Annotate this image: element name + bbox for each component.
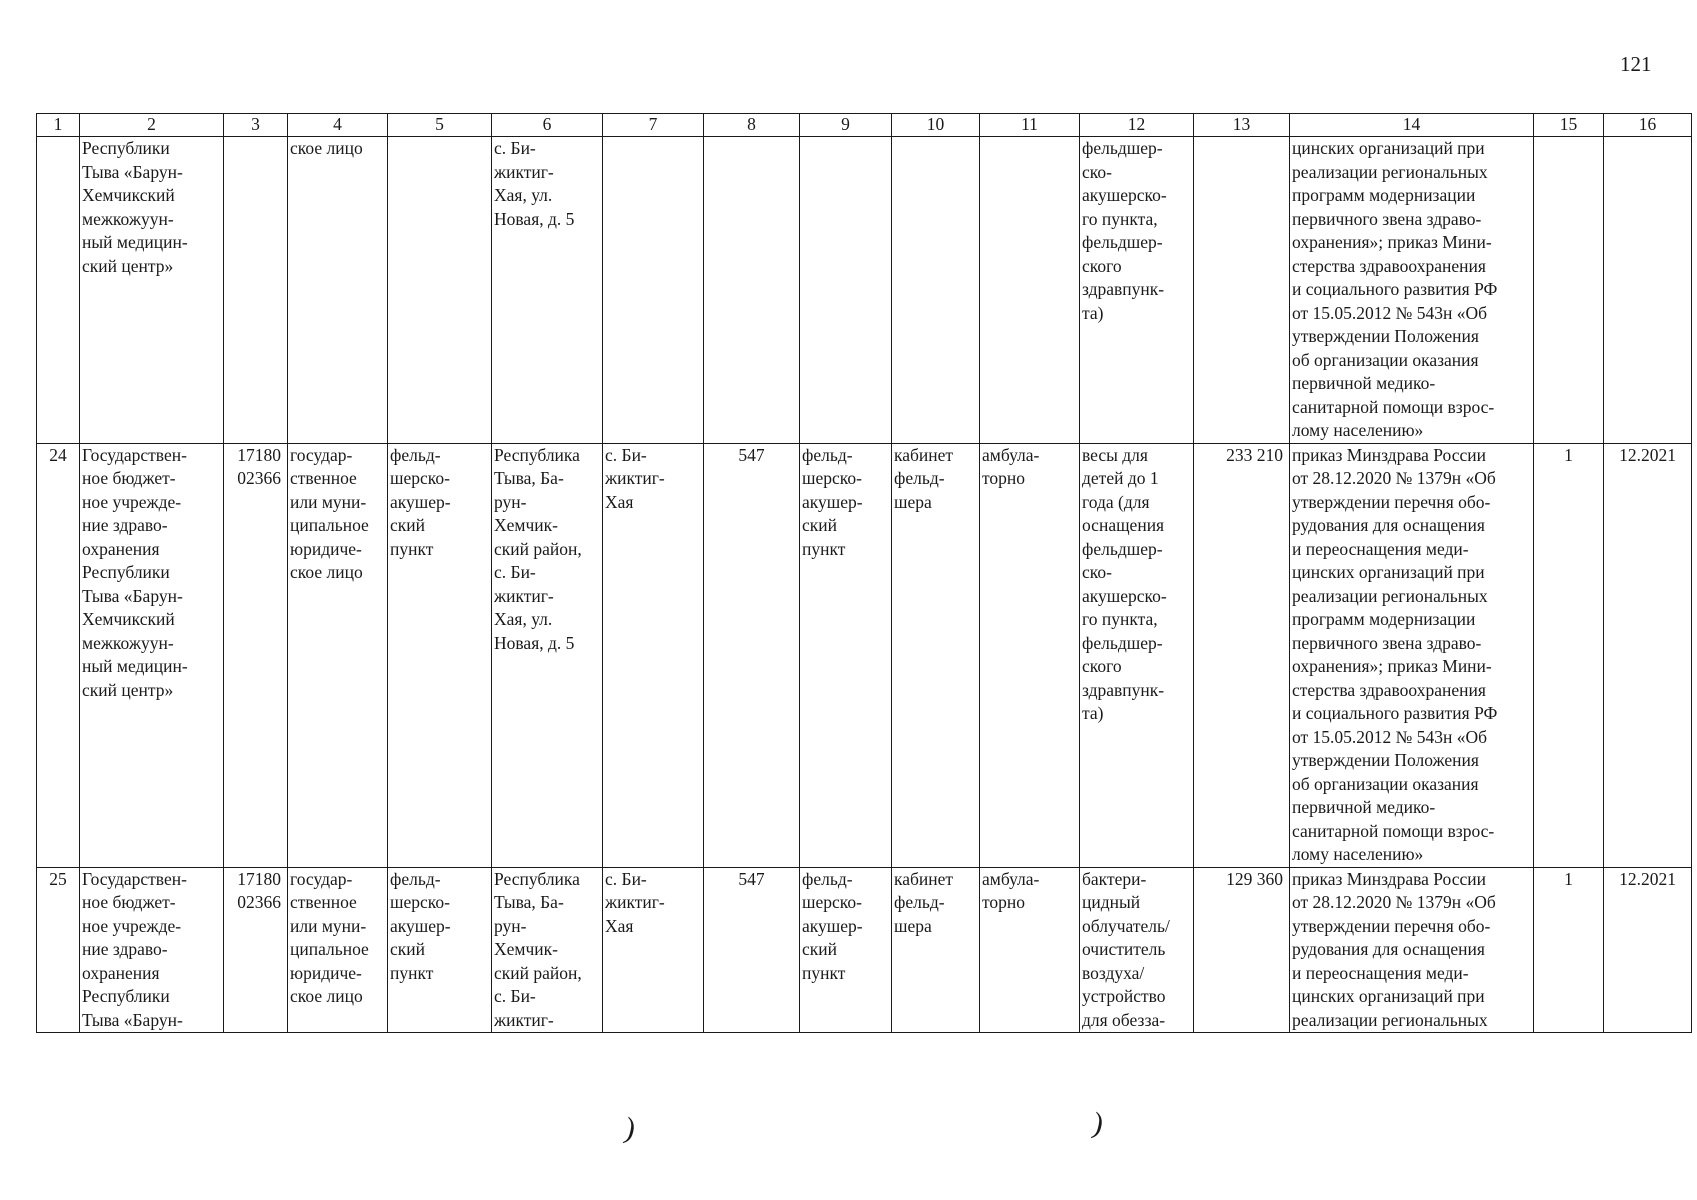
equipment-cell: фельдшер- ско- акушерско- го пункта, фельдшер- ского здравпунк- та) bbox=[1080, 137, 1194, 444]
address-cell: Республика Тыва, Ба- рун- Хемчик- ский район, с. Би- жиктиг- bbox=[492, 867, 603, 1033]
cost-cell: 233 210 bbox=[1194, 443, 1290, 867]
cost-cell bbox=[1194, 137, 1290, 444]
page-number: 121 bbox=[1620, 52, 1652, 76]
row-number-cell bbox=[37, 137, 80, 444]
organization-cell: Республики Тыва «Барун- Хемчикский межкожуун- ный медицин- ский центр» bbox=[80, 137, 224, 444]
header-cell: 16 bbox=[1604, 114, 1692, 137]
cost-cell: 129 360 bbox=[1194, 867, 1290, 1033]
locality-cell: с. Би- жиктиг- Хая bbox=[603, 443, 704, 867]
organization-cell: Государствен- ное бюджет- ное учрежде- ние здраво- охранения Республики Тыва «Барун- bbox=[80, 867, 224, 1033]
room-cell bbox=[892, 137, 980, 444]
table-row bbox=[37, 867, 1692, 1033]
header-cell: 7 bbox=[603, 114, 704, 137]
unit-cell: фельд- шерско- акушер- ский пункт bbox=[800, 443, 892, 867]
table-row bbox=[37, 137, 1692, 444]
header-cell: 1 bbox=[37, 114, 80, 137]
quantity-cell bbox=[1534, 137, 1604, 444]
equipment-cell: весы для детей до 1 года (для оснащения фельдшер- ско- акушерско- го пункта, фельдшер- ского здравпунк- та) bbox=[1080, 443, 1194, 867]
bracket-mark: ) bbox=[1089, 1106, 1107, 1141]
facility-type-cell: фельд- шерско- акушер- ский пункт bbox=[388, 867, 492, 1033]
bracket-mark: ) bbox=[621, 1111, 639, 1146]
room-cell: кабинет фельд- шера bbox=[892, 867, 980, 1033]
header-cell: 8 bbox=[704, 114, 800, 137]
basis-cell: цинских организаций при реализации региональных программ модернизации первичного звена здраво- охранения»; приказ Мини- стерства здравоохранения и социального развития РФ от 15.05.2012 № 543н «Об утверждении Положения об организации оказания первичной медико- санитарной помощи взрос- лому населению» bbox=[1290, 137, 1534, 444]
basis-cell: приказ Минздрава России от 28.12.2020 № 1379н «Об утверждении перечня обо- рудования для оснащения и переоснащения меди- цинских организаций при реализации региональных bbox=[1290, 867, 1534, 1033]
population-cell: 547 bbox=[704, 867, 800, 1033]
header-cell: 12 bbox=[1080, 114, 1194, 137]
legal-form-cell: государ- ственное или муни- ципальное юридиче- ское лицо bbox=[288, 867, 388, 1033]
population-cell bbox=[704, 137, 800, 444]
unit-cell: фельд- шерско- акушер- ский пункт bbox=[800, 867, 892, 1033]
organization-cell: Государствен- ное бюджет- ное учрежде- ние здраво- охранения Республики Тыва «Барун- Хемчикский межкожуун- ный медицин- ский центр» bbox=[80, 443, 224, 867]
equipment-table bbox=[36, 113, 1692, 1033]
legal-form-cell: ское лицо bbox=[288, 137, 388, 444]
care-form-cell: амбула- торно bbox=[980, 443, 1080, 867]
header-cell: 3 bbox=[224, 114, 288, 137]
date-cell bbox=[1604, 137, 1692, 444]
date-cell: 12.2021 bbox=[1604, 443, 1692, 867]
table-header-row bbox=[37, 114, 1692, 137]
quantity-cell: 1 bbox=[1534, 867, 1604, 1033]
address-cell: Республика Тыва, Ба- рун- Хемчик- ский район, с. Би- жиктиг- Хая, ул. Новая, д. 5 bbox=[492, 443, 603, 867]
facility-type-cell bbox=[388, 137, 492, 444]
population-cell: 547 bbox=[704, 443, 800, 867]
code-cell bbox=[224, 137, 288, 444]
locality-cell bbox=[603, 137, 704, 444]
header-cell: 13 bbox=[1194, 114, 1290, 137]
facility-type-cell: фельд- шерско- акушер- ский пункт bbox=[388, 443, 492, 867]
header-cell: 5 bbox=[388, 114, 492, 137]
quantity-cell: 1 bbox=[1534, 443, 1604, 867]
header-cell: 9 bbox=[800, 114, 892, 137]
header-cell: 4 bbox=[288, 114, 388, 137]
row-number-cell: 25 bbox=[37, 867, 80, 1033]
unit-cell bbox=[800, 137, 892, 444]
row-number-cell: 24 bbox=[37, 443, 80, 867]
address-cell: с. Би- жиктиг- Хая, ул. Новая, д. 5 bbox=[492, 137, 603, 444]
header-cell: 11 bbox=[980, 114, 1080, 137]
header-cell: 6 bbox=[492, 114, 603, 137]
room-cell: кабинет фельд- шера bbox=[892, 443, 980, 867]
header-cell: 14 bbox=[1290, 114, 1534, 137]
locality-cell: с. Би- жиктиг- Хая bbox=[603, 867, 704, 1033]
header-cell: 2 bbox=[80, 114, 224, 137]
code-cell: 17180 02366 bbox=[224, 867, 288, 1033]
date-cell: 12.2021 bbox=[1604, 867, 1692, 1033]
header-cell: 10 bbox=[892, 114, 980, 137]
table-row bbox=[37, 443, 1692, 867]
care-form-cell bbox=[980, 137, 1080, 444]
header-cell: 15 bbox=[1534, 114, 1604, 137]
legal-form-cell: государ- ственное или муни- ципальное юридиче- ское лицо bbox=[288, 443, 388, 867]
equipment-cell: бактери- цидный облучатель/ очиститель воздуха/ устройство для обезза- bbox=[1080, 867, 1194, 1033]
basis-cell: приказ Минздрава России от 28.12.2020 № 1379н «Об утверждении перечня обо- рудования для оснащения и переоснащения меди- цинских организаций при реализации региональных программ модернизации первичного звена здраво- охранения»; приказ Мини- стерства здравоохранения и социального развития РФ от 15.05.2012 № 543н «Об утверждении Положения об организации оказания первичной медико- санитарной помощи взрос- лому населению» bbox=[1290, 443, 1534, 867]
code-cell: 17180 02366 bbox=[224, 443, 288, 867]
care-form-cell: амбула- торно bbox=[980, 867, 1080, 1033]
